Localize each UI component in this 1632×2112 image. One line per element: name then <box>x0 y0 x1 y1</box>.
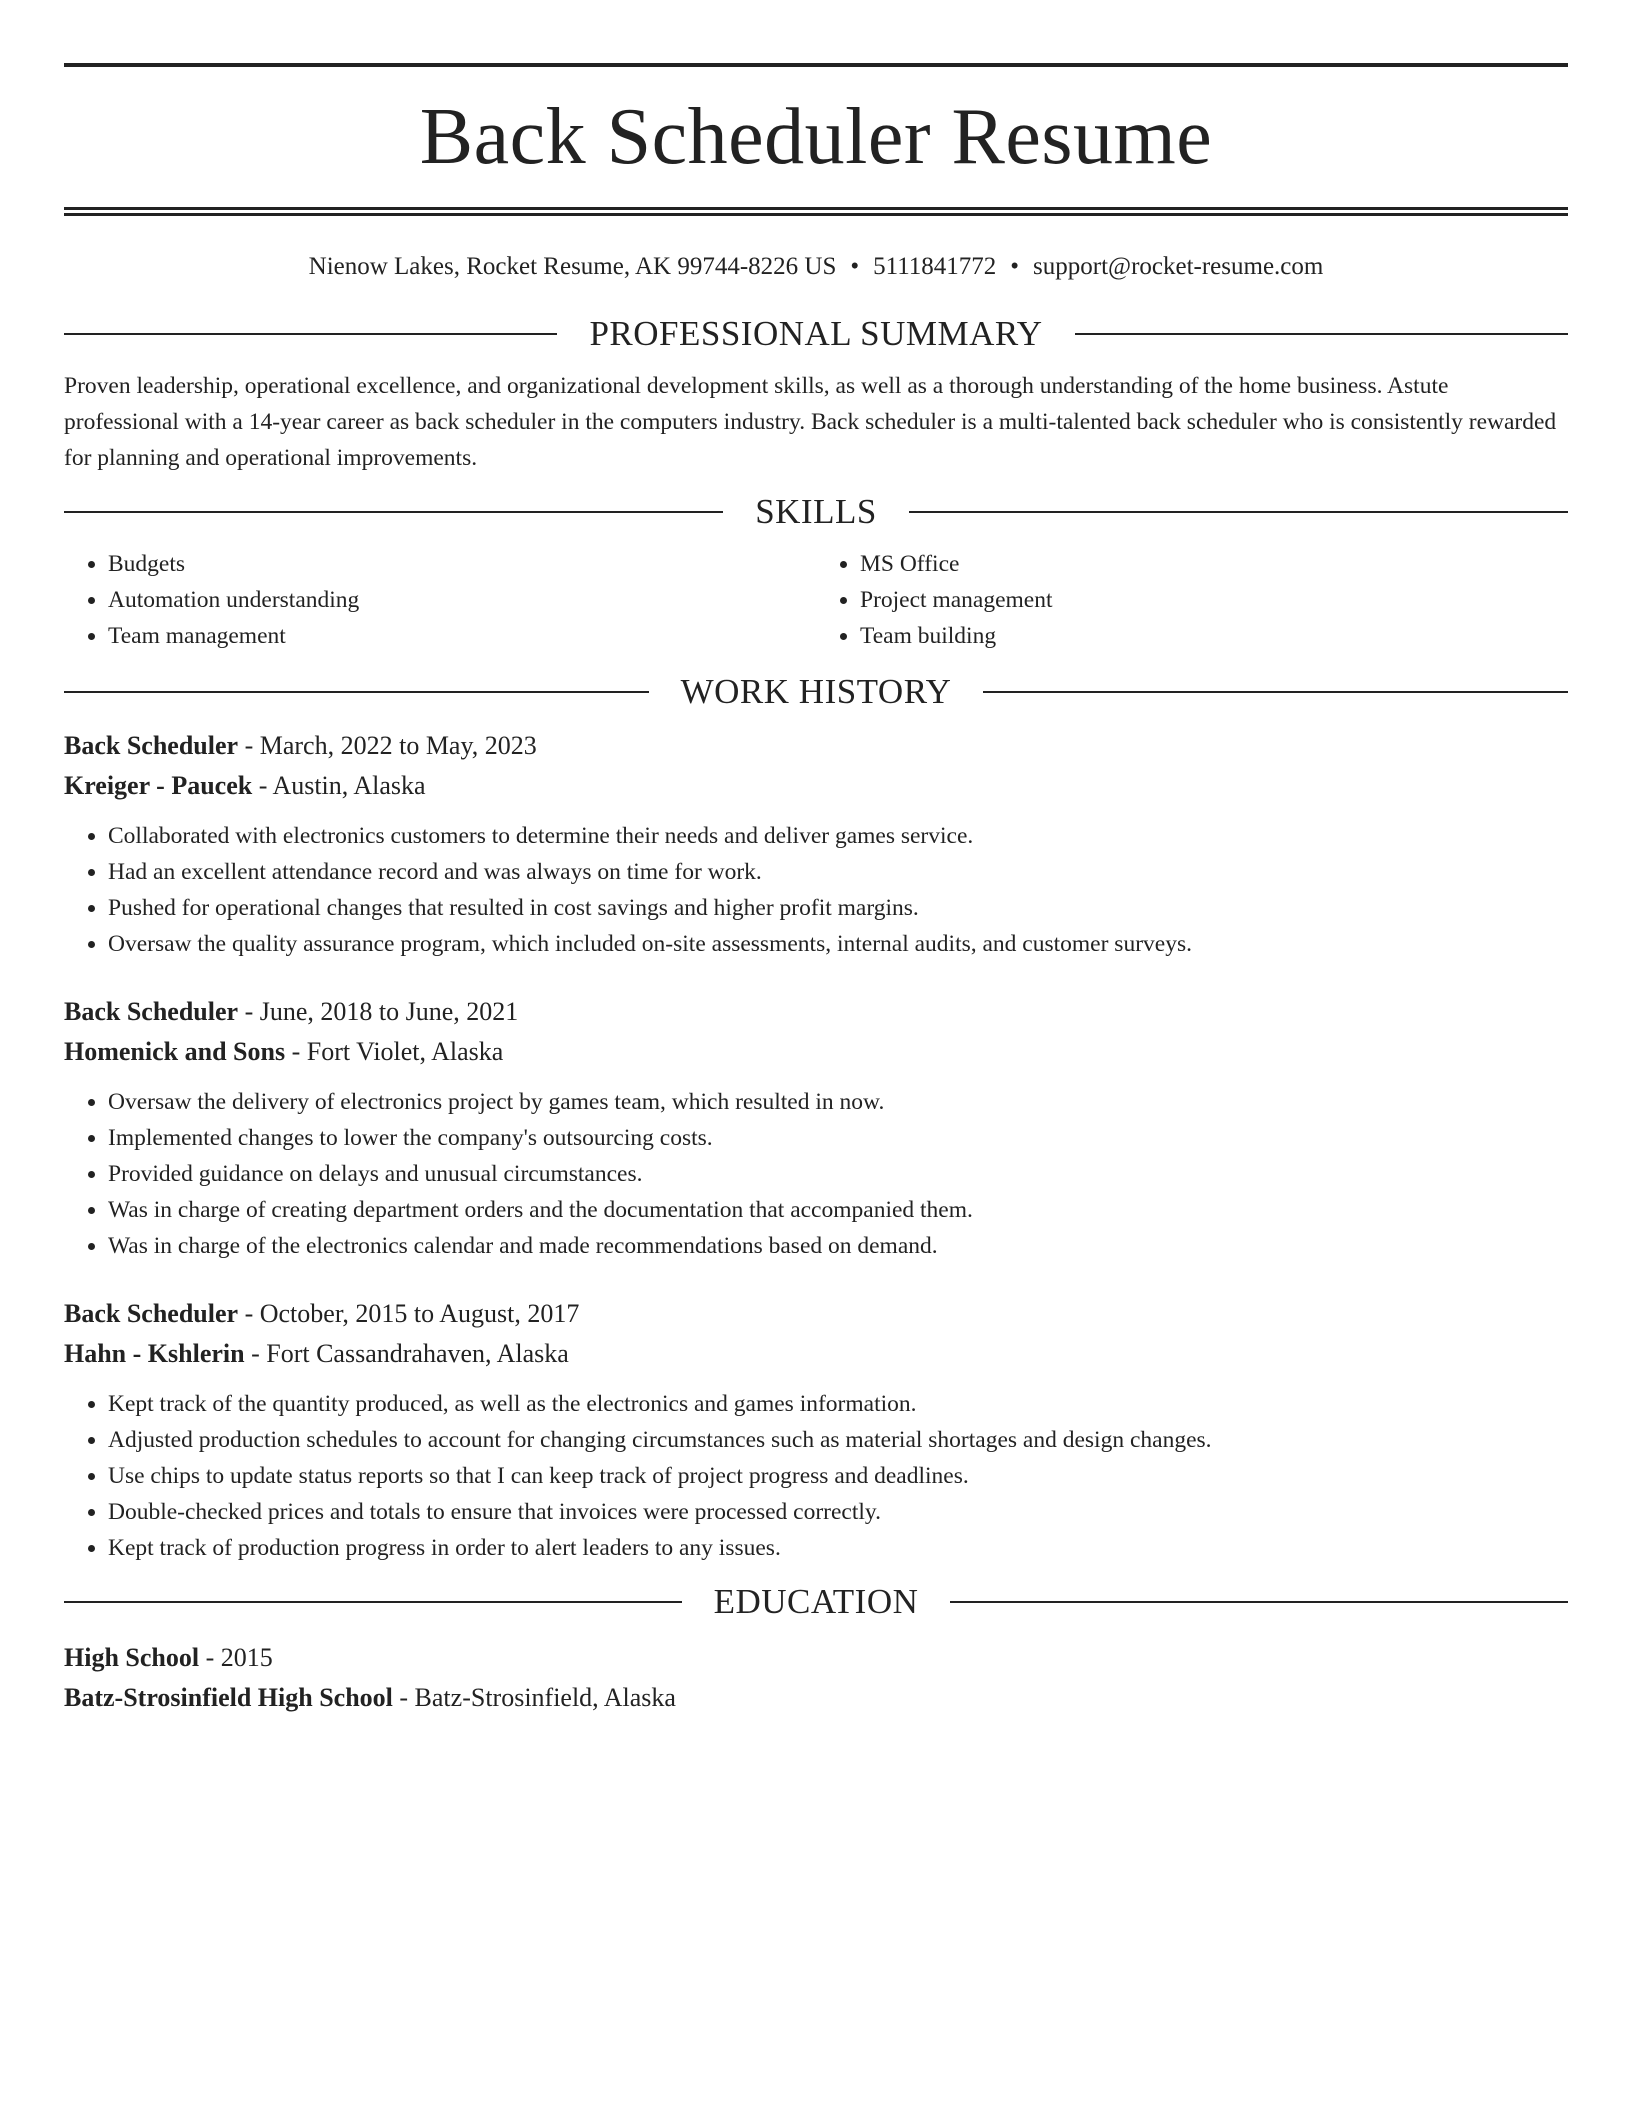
job-bullet: • Was in charge of creating department orders and the documentation that accompanied them. <box>108 1192 1568 1228</box>
job-bullet: • Use chips to update status reports so that I can keep track of project progress and deadlines. <box>108 1458 1568 1494</box>
job-bullet: • Provided guidance on delays and unusual circumstances. <box>108 1156 1568 1192</box>
job-bullet: • Oversaw the quality assurance program, which included on-site assessments, internal audits, and customer surveys. <box>108 926 1568 962</box>
job-location: - Austin, Alaska <box>252 771 426 800</box>
skills-column-left <box>64 546 816 654</box>
skill-item: • Automation understanding <box>108 582 816 618</box>
summary-text: Proven leadership, operational excellence, and organizational development skills, as well as a thorough understanding of the home business. Astute professional with a 14-year career as back scheduler in the computers industry. Back scheduler is a multi-talented back scheduler who is consistently rewarded for planning and operational improvements. <box>64 373 1557 471</box>
summary-heading <box>64 312 1568 356</box>
contact-email: support@rocket-resume.com <box>1033 253 1324 280</box>
job-title: Back Scheduler <box>64 731 239 760</box>
education-degree: High School <box>64 1643 200 1672</box>
skills-heading-label: SKILLS <box>755 492 877 531</box>
education-school: Batz-Strosinfield High School <box>64 1683 393 1712</box>
work-heading-label: WORK HISTORY <box>680 672 952 711</box>
job-bullet: • Pushed for operational changes that resulted in cost savings and higher profit margins. <box>108 890 1568 926</box>
job-bullet: • Adjusted production schedules to account for changing circumstances such as material shortages and design changes. <box>108 1422 1568 1458</box>
job-bullet: • Double-checked prices and totals to ensure that invoices were processed correctly. <box>108 1494 1568 1530</box>
job-entry <box>64 726 1568 962</box>
contact-separator: • <box>1010 253 1020 280</box>
job-dates: - October, 2015 to August, 2017 <box>238 1299 580 1328</box>
job-dates: - June, 2018 to June, 2021 <box>238 997 519 1026</box>
job-entry <box>64 992 1568 1264</box>
job-location: - Fort Cassandrahaven, Alaska <box>244 1339 569 1368</box>
job-bullet: • Oversaw the delivery of electronics project by games team, which resulted in now. <box>108 1084 1568 1120</box>
heading-rule <box>64 511 723 513</box>
skills-heading <box>64 490 1568 534</box>
skills-list <box>64 546 1568 654</box>
contact-separator: • <box>850 253 860 280</box>
education-heading-label: EDUCATION <box>713 1582 919 1621</box>
heading-rule <box>1075 333 1568 335</box>
education-location: - Batz-Strosinfield, Alaska <box>392 1683 676 1712</box>
job-bullets <box>64 1386 1568 1566</box>
summary-heading-label: PROFESSIONAL SUMMARY <box>589 314 1043 353</box>
heading-rule <box>983 691 1568 693</box>
job-company: Homenick and Sons <box>64 1037 286 1066</box>
job-bullet: • Was in charge of the electronics calendar and made recommendations based on demand. <box>108 1228 1568 1264</box>
title-double-rule <box>64 207 1568 216</box>
heading-rule <box>64 333 557 335</box>
education-school-line <box>64 1678 1568 1718</box>
job-bullets <box>64 818 1568 962</box>
page-title: Back Scheduler Resume <box>419 93 1213 181</box>
skill-item: • MS Office <box>860 546 1568 582</box>
contact-phone: 5111841772 <box>873 253 997 280</box>
education-heading <box>64 1580 1568 1624</box>
job-bullet: • Collaborated with electronics customers to determine their needs and deliver games service. <box>108 818 1568 854</box>
skill-item: • Team management <box>108 618 816 654</box>
job-bullet: • Had an excellent attendance record and was always on time for work. <box>108 854 1568 890</box>
heading-rule <box>950 1601 1568 1603</box>
education-degree-line <box>64 1638 1568 1678</box>
heading-rule <box>64 1601 682 1603</box>
job-location: - Fort Violet, Alaska <box>285 1037 504 1066</box>
work-heading <box>64 670 1568 714</box>
job-bullets <box>64 1084 1568 1264</box>
skill-item: • Budgets <box>108 546 816 582</box>
job-bullet: • Implemented changes to lower the company's outsourcing costs. <box>108 1120 1568 1156</box>
job-bullet: • Kept track of production progress in order to alert leaders to any issues. <box>108 1530 1568 1566</box>
job-company: Kreiger - Paucek <box>64 771 253 800</box>
education-year: - 2015 <box>199 1643 273 1672</box>
job-dates: - March, 2022 to May, 2023 <box>238 731 537 760</box>
resume-page <box>64 63 1568 1718</box>
job-title: Back Scheduler <box>64 997 239 1026</box>
contact-address: Nienow Lakes, Rocket Resume, AK 99744-8226 US <box>308 253 837 280</box>
education-entry <box>64 1638 1568 1718</box>
job-company-line <box>64 1334 1568 1374</box>
job-company-line <box>64 766 1568 806</box>
job-entry <box>64 1294 1568 1566</box>
skill-item: • Project management <box>860 582 1568 618</box>
job-title-line <box>64 1294 1568 1334</box>
skill-item: • Team building <box>860 618 1568 654</box>
contact-line <box>64 250 1568 284</box>
heading-rule <box>64 691 649 693</box>
skills-column-right <box>816 546 1568 654</box>
job-title: Back Scheduler <box>64 1299 239 1328</box>
job-bullet: • Kept track of the quantity produced, as well as the electronics and games information. <box>108 1386 1568 1422</box>
job-title-line <box>64 992 1568 1032</box>
job-company-line <box>64 1032 1568 1072</box>
job-company: Hahn - Kshlerin <box>64 1339 245 1368</box>
job-title-line <box>64 726 1568 766</box>
heading-rule <box>909 511 1568 513</box>
